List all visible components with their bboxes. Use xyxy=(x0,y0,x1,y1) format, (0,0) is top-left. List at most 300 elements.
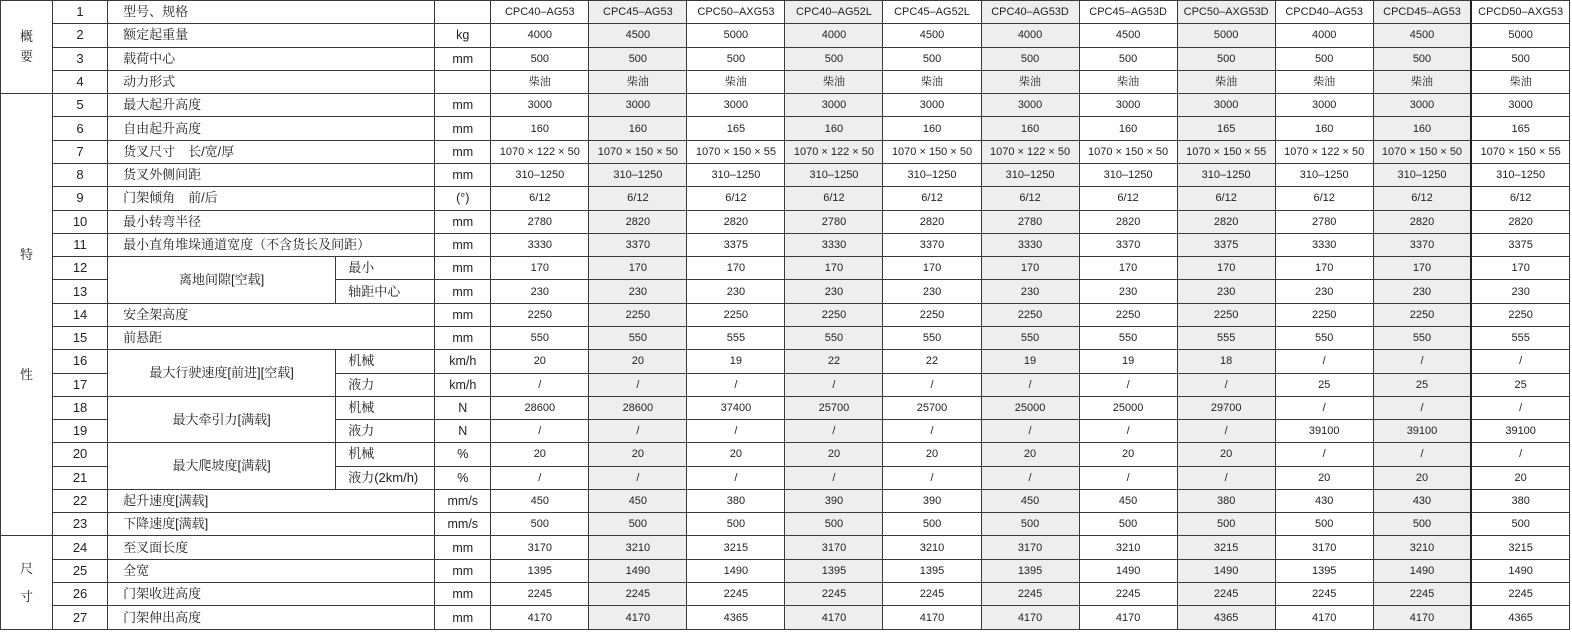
value-cell: 6/12 xyxy=(785,187,883,210)
value-cell: 2780 xyxy=(491,210,589,233)
value-cell: 500 xyxy=(687,513,785,536)
value-cell: 2780 xyxy=(785,210,883,233)
value-cell: 3370 xyxy=(1373,233,1471,256)
value-cell: 4000 xyxy=(981,24,1079,47)
value-cell: 170 xyxy=(883,257,981,280)
table-row xyxy=(1,187,1570,210)
row-unit: mm xyxy=(435,303,491,326)
value-cell: 380 xyxy=(1471,489,1569,512)
value-cell: 6/12 xyxy=(1275,187,1373,210)
model-name-cell: CPC40–AG52L xyxy=(785,1,883,24)
row-label: 门架收进高度 xyxy=(108,583,435,606)
value-cell: 4500 xyxy=(1373,24,1471,47)
row-unit: mm xyxy=(435,163,491,186)
value-cell: 2245 xyxy=(1471,583,1569,606)
row-number: 5 xyxy=(53,94,108,117)
value-cell: / xyxy=(883,373,981,396)
value-cell: / xyxy=(491,420,589,443)
value-cell: 230 xyxy=(981,280,1079,303)
row-unit: mm xyxy=(435,280,491,303)
row-number: 9 xyxy=(53,187,108,210)
value-cell: 555 xyxy=(1471,326,1569,349)
row-unit: N xyxy=(435,420,491,443)
value-cell: / xyxy=(1373,396,1471,419)
table-row xyxy=(1,513,1570,536)
value-cell: 170 xyxy=(981,257,1079,280)
value-cell: 2820 xyxy=(1177,210,1275,233)
value-cell: 550 xyxy=(883,326,981,349)
value-cell: 3215 xyxy=(687,536,785,559)
value-cell: 6/12 xyxy=(883,187,981,210)
row-label: 离地间隙[空载] xyxy=(108,257,336,304)
value-cell: 柴油 xyxy=(687,70,785,93)
value-cell: 170 xyxy=(785,257,883,280)
row-label: 门架倾角 前/后 xyxy=(108,187,435,210)
value-cell: 230 xyxy=(785,280,883,303)
value-cell: 4500 xyxy=(1079,24,1177,47)
value-cell: 160 xyxy=(883,117,981,140)
value-cell: 28600 xyxy=(589,396,687,419)
group-label-overview xyxy=(1,1,53,94)
value-cell: 25 xyxy=(1275,373,1373,396)
value-cell: 37400 xyxy=(687,396,785,419)
model-name-cell: CPC50–AXG53D xyxy=(1177,1,1275,24)
value-cell: / xyxy=(491,373,589,396)
value-cell: / xyxy=(785,373,883,396)
model-name-cell: CPCD50–AXG53 xyxy=(1471,1,1569,24)
row-unit: mm xyxy=(435,583,491,606)
value-cell: 3000 xyxy=(687,94,785,117)
table-row xyxy=(1,559,1570,582)
table-row xyxy=(1,140,1570,163)
value-cell: 19 xyxy=(687,350,785,373)
value-cell: 2250 xyxy=(785,303,883,326)
value-cell: 20 xyxy=(785,443,883,466)
value-cell: 2245 xyxy=(687,583,785,606)
group-char: 概 xyxy=(20,29,34,45)
value-cell: 500 xyxy=(1079,513,1177,536)
value-cell: 39100 xyxy=(1275,420,1373,443)
group-label-dimensions xyxy=(1,536,53,630)
value-cell: 柴油 xyxy=(981,70,1079,93)
value-cell: 1070 × 122 × 50 xyxy=(491,140,589,163)
table-row xyxy=(1,1,1570,24)
value-cell: 170 xyxy=(1177,257,1275,280)
value-cell: 25000 xyxy=(981,396,1079,419)
value-cell: 6/12 xyxy=(589,187,687,210)
value-cell: 170 xyxy=(1275,257,1373,280)
table-row xyxy=(1,94,1570,117)
value-cell: / xyxy=(589,373,687,396)
value-cell: 4170 xyxy=(491,606,589,630)
value-cell: 550 xyxy=(491,326,589,349)
value-cell: 1490 xyxy=(589,559,687,582)
value-cell: 6/12 xyxy=(1079,187,1177,210)
value-cell: 500 xyxy=(981,513,1079,536)
row-number: 4 xyxy=(53,70,108,93)
row-unit: mm xyxy=(435,536,491,559)
group-char: 性 xyxy=(20,366,34,382)
value-cell: / xyxy=(1177,373,1275,396)
value-cell: 1490 xyxy=(1079,559,1177,582)
table-row xyxy=(1,117,1570,140)
value-cell: 310–1250 xyxy=(1471,163,1569,186)
value-cell: / xyxy=(1079,373,1177,396)
row-unit: km/h xyxy=(435,350,491,373)
group-label-features xyxy=(1,94,53,536)
value-cell: 20 xyxy=(981,443,1079,466)
value-cell: 1070 × 150 × 55 xyxy=(1177,140,1275,163)
model-name-cell: CPC40–AG53D xyxy=(981,1,1079,24)
value-cell: 4000 xyxy=(1275,24,1373,47)
value-cell: 4000 xyxy=(491,24,589,47)
row-number: 12 xyxy=(53,257,108,280)
value-cell: 230 xyxy=(1275,280,1373,303)
value-cell: / xyxy=(1471,396,1569,419)
value-cell: 4365 xyxy=(1177,606,1275,630)
value-cell: 1395 xyxy=(785,559,883,582)
value-cell: 6/12 xyxy=(981,187,1079,210)
value-cell: 1070 × 122 × 50 xyxy=(1275,140,1373,163)
value-cell: 2820 xyxy=(883,210,981,233)
value-cell: 500 xyxy=(589,47,687,70)
value-cell: 25 xyxy=(1373,373,1471,396)
value-cell: 3330 xyxy=(981,233,1079,256)
value-cell: 25000 xyxy=(1079,396,1177,419)
spec-body xyxy=(1,1,1570,630)
row-number: 21 xyxy=(53,466,108,489)
value-cell: 4170 xyxy=(883,606,981,630)
value-cell: 310–1250 xyxy=(491,163,589,186)
value-cell: 160 xyxy=(1275,117,1373,140)
row-label: 下降速度[满载] xyxy=(108,513,435,536)
value-cell: 3210 xyxy=(1079,536,1177,559)
row-sub-label: 液力 xyxy=(336,373,435,396)
value-cell: 6/12 xyxy=(491,187,589,210)
value-cell: / xyxy=(1471,443,1569,466)
value-cell: 1070 × 150 × 55 xyxy=(1471,140,1569,163)
value-cell: 2250 xyxy=(1373,303,1471,326)
value-cell: / xyxy=(1079,466,1177,489)
value-cell: 3000 xyxy=(1471,94,1569,117)
row-unit: N xyxy=(435,396,491,419)
row-sub-label: 机械 xyxy=(336,350,435,373)
value-cell: 29700 xyxy=(1177,396,1275,419)
row-sub-label: 液力(2km/h) xyxy=(336,466,435,489)
value-cell: 170 xyxy=(1373,257,1471,280)
row-label: 全宽 xyxy=(108,559,435,582)
value-cell: 2245 xyxy=(785,583,883,606)
value-cell: / xyxy=(1275,396,1373,419)
row-unit xyxy=(435,1,491,24)
value-cell: 2250 xyxy=(1079,303,1177,326)
value-cell: 170 xyxy=(589,257,687,280)
value-cell: 25 xyxy=(1471,373,1569,396)
model-name-cell: CPC50–AXG53 xyxy=(687,1,785,24)
table-row xyxy=(1,233,1570,256)
value-cell: 6/12 xyxy=(687,187,785,210)
group-char: 寸 xyxy=(20,588,34,604)
row-number: 25 xyxy=(53,559,108,582)
value-cell: 2250 xyxy=(491,303,589,326)
value-cell: 3375 xyxy=(1177,233,1275,256)
value-cell: 500 xyxy=(981,47,1079,70)
value-cell: 4170 xyxy=(785,606,883,630)
value-cell: 柴油 xyxy=(1079,70,1177,93)
value-cell: 6/12 xyxy=(1177,187,1275,210)
value-cell: 2250 xyxy=(687,303,785,326)
value-cell: 2250 xyxy=(981,303,1079,326)
value-cell: 1490 xyxy=(687,559,785,582)
value-cell: 500 xyxy=(1177,47,1275,70)
value-cell: 160 xyxy=(1373,117,1471,140)
table-row xyxy=(1,536,1570,559)
row-label: 门架伸出高度 xyxy=(108,606,435,630)
row-unit: mm/s xyxy=(435,513,491,536)
group-label-text xyxy=(1,94,52,535)
value-cell: 4170 xyxy=(981,606,1079,630)
value-cell: 柴油 xyxy=(1471,70,1569,93)
value-cell: / xyxy=(785,420,883,443)
value-cell: 1070 × 150 × 55 xyxy=(687,140,785,163)
value-cell: / xyxy=(981,466,1079,489)
value-cell: / xyxy=(883,466,981,489)
row-number: 7 xyxy=(53,140,108,163)
value-cell: 380 xyxy=(1177,489,1275,512)
value-cell: 165 xyxy=(1471,117,1569,140)
row-number: 6 xyxy=(53,117,108,140)
row-label: 安全架高度 xyxy=(108,303,435,326)
value-cell: 4365 xyxy=(687,606,785,630)
table-row xyxy=(1,257,1570,280)
value-cell: 3375 xyxy=(1471,233,1569,256)
value-cell: 1395 xyxy=(491,559,589,582)
value-cell: / xyxy=(1373,350,1471,373)
value-cell: / xyxy=(1471,350,1569,373)
row-unit: mm xyxy=(435,47,491,70)
group-label-text xyxy=(1,536,52,629)
value-cell: 1070 × 122 × 50 xyxy=(785,140,883,163)
value-cell: 3000 xyxy=(1373,94,1471,117)
row-unit: km/h xyxy=(435,373,491,396)
table-row xyxy=(1,326,1570,349)
value-cell: 550 xyxy=(785,326,883,349)
value-cell: / xyxy=(981,373,1079,396)
table-row xyxy=(1,583,1570,606)
value-cell: 4500 xyxy=(589,24,687,47)
row-number: 13 xyxy=(53,280,108,303)
row-sub-label: 机械 xyxy=(336,443,435,466)
value-cell: 1070 × 122 × 50 xyxy=(981,140,1079,163)
row-number: 24 xyxy=(53,536,108,559)
value-cell: 2245 xyxy=(981,583,1079,606)
value-cell: 1490 xyxy=(1471,559,1569,582)
row-number: 26 xyxy=(53,583,108,606)
value-cell: 4170 xyxy=(1373,606,1471,630)
value-cell: 310–1250 xyxy=(981,163,1079,186)
value-cell: 500 xyxy=(883,513,981,536)
value-cell: 3330 xyxy=(1275,233,1373,256)
value-cell: / xyxy=(589,420,687,443)
value-cell: 2250 xyxy=(883,303,981,326)
value-cell: 550 xyxy=(589,326,687,349)
value-cell: 3215 xyxy=(1471,536,1569,559)
value-cell: / xyxy=(589,466,687,489)
value-cell: 2250 xyxy=(1275,303,1373,326)
value-cell: 20 xyxy=(1275,466,1373,489)
value-cell: 390 xyxy=(785,489,883,512)
value-cell: / xyxy=(1275,350,1373,373)
value-cell: 165 xyxy=(687,117,785,140)
value-cell: 500 xyxy=(785,47,883,70)
value-cell: 500 xyxy=(1275,47,1373,70)
row-unit: mm xyxy=(435,257,491,280)
row-number: 27 xyxy=(53,606,108,630)
value-cell: 3170 xyxy=(981,536,1079,559)
value-cell: 500 xyxy=(1471,47,1569,70)
row-number: 20 xyxy=(53,443,108,466)
value-cell: 2245 xyxy=(1373,583,1471,606)
value-cell: 3210 xyxy=(589,536,687,559)
row-unit: mm xyxy=(435,326,491,349)
value-cell: 20 xyxy=(687,443,785,466)
row-label: 最小直角堆垛通道宽度（不含货长及间距） xyxy=(108,233,435,256)
row-number: 18 xyxy=(53,396,108,419)
value-cell: 555 xyxy=(687,326,785,349)
value-cell: 230 xyxy=(1471,280,1569,303)
value-cell: 3170 xyxy=(491,536,589,559)
row-number: 15 xyxy=(53,326,108,349)
value-cell: 170 xyxy=(491,257,589,280)
value-cell: 310–1250 xyxy=(687,163,785,186)
row-label: 动力形式 xyxy=(108,70,435,93)
value-cell: / xyxy=(1079,420,1177,443)
value-cell: 1070 × 150 × 50 xyxy=(1079,140,1177,163)
value-cell: 5000 xyxy=(1471,24,1569,47)
value-cell: 3000 xyxy=(589,94,687,117)
row-unit: % xyxy=(435,466,491,489)
table-row xyxy=(1,70,1570,93)
value-cell: 1490 xyxy=(1373,559,1471,582)
row-number: 1 xyxy=(53,1,108,24)
value-cell: 39100 xyxy=(1471,420,1569,443)
value-cell: 160 xyxy=(491,117,589,140)
value-cell: 3170 xyxy=(1275,536,1373,559)
value-cell: 3330 xyxy=(491,233,589,256)
value-cell: 6/12 xyxy=(1471,187,1569,210)
value-cell: / xyxy=(687,373,785,396)
row-label: 货叉尺寸 长/宽/厚 xyxy=(108,140,435,163)
value-cell: 3000 xyxy=(1079,94,1177,117)
value-cell: 2245 xyxy=(883,583,981,606)
row-sub-label: 液力 xyxy=(336,420,435,443)
value-cell: 2820 xyxy=(589,210,687,233)
row-number: 23 xyxy=(53,513,108,536)
value-cell: 20 xyxy=(1471,466,1569,489)
row-label: 最大行驶速度[前进][空载] xyxy=(108,350,336,397)
value-cell: 160 xyxy=(981,117,1079,140)
row-label: 载荷中心 xyxy=(108,47,435,70)
value-cell: 1070 × 150 × 50 xyxy=(1373,140,1471,163)
value-cell: 3000 xyxy=(981,94,1079,117)
table-row xyxy=(1,350,1570,373)
value-cell: 160 xyxy=(1079,117,1177,140)
value-cell: 170 xyxy=(1079,257,1177,280)
value-cell: 4170 xyxy=(589,606,687,630)
value-cell: 3330 xyxy=(785,233,883,256)
row-number: 11 xyxy=(53,233,108,256)
value-cell: 2245 xyxy=(491,583,589,606)
value-cell: 20 xyxy=(1079,443,1177,466)
value-cell: 1395 xyxy=(883,559,981,582)
value-cell: 柴油 xyxy=(883,70,981,93)
row-label: 前悬距 xyxy=(108,326,435,349)
value-cell: 4500 xyxy=(883,24,981,47)
value-cell: 4170 xyxy=(1275,606,1373,630)
value-cell: 500 xyxy=(687,47,785,70)
value-cell: 20 xyxy=(491,443,589,466)
group-char: 尺 xyxy=(20,560,34,576)
value-cell: 310–1250 xyxy=(1275,163,1373,186)
value-cell: 3000 xyxy=(1177,94,1275,117)
value-cell: / xyxy=(491,466,589,489)
value-cell: / xyxy=(687,466,785,489)
value-cell: 39100 xyxy=(1373,420,1471,443)
table-row xyxy=(1,210,1570,233)
value-cell: 1070 × 150 × 50 xyxy=(589,140,687,163)
row-label: 起升速度[满载] xyxy=(108,489,435,512)
value-cell: 3215 xyxy=(1177,536,1275,559)
value-cell: / xyxy=(1275,443,1373,466)
value-cell: 20 xyxy=(589,443,687,466)
model-name-cell: CPC45–AG52L xyxy=(883,1,981,24)
row-number: 16 xyxy=(53,350,108,373)
row-number: 14 xyxy=(53,303,108,326)
value-cell: 380 xyxy=(687,489,785,512)
table-row xyxy=(1,163,1570,186)
row-unit: mm xyxy=(435,233,491,256)
value-cell: 500 xyxy=(1373,47,1471,70)
value-cell: 550 xyxy=(1079,326,1177,349)
value-cell: 230 xyxy=(589,280,687,303)
row-unit: mm xyxy=(435,559,491,582)
value-cell: 2820 xyxy=(1079,210,1177,233)
value-cell: 3000 xyxy=(491,94,589,117)
row-number: 10 xyxy=(53,210,108,233)
value-cell: 2780 xyxy=(981,210,1079,233)
group-char: 要 xyxy=(20,49,34,65)
row-number: 22 xyxy=(53,489,108,512)
value-cell: 2820 xyxy=(1471,210,1569,233)
value-cell: 500 xyxy=(1275,513,1373,536)
row-unit: mm xyxy=(435,210,491,233)
value-cell: 22 xyxy=(883,350,981,373)
value-cell: 500 xyxy=(1373,513,1471,536)
value-cell: 390 xyxy=(883,489,981,512)
row-unit: mm xyxy=(435,140,491,163)
value-cell: 3170 xyxy=(785,536,883,559)
value-cell: 550 xyxy=(981,326,1079,349)
value-cell: 20 xyxy=(491,350,589,373)
row-number: 8 xyxy=(53,163,108,186)
table-row xyxy=(1,47,1570,70)
value-cell: 2245 xyxy=(1177,583,1275,606)
value-cell: 柴油 xyxy=(589,70,687,93)
value-cell: 20 xyxy=(589,350,687,373)
model-name-cell: CPC45–AG53D xyxy=(1079,1,1177,24)
table-row xyxy=(1,396,1570,419)
row-number: 3 xyxy=(53,47,108,70)
